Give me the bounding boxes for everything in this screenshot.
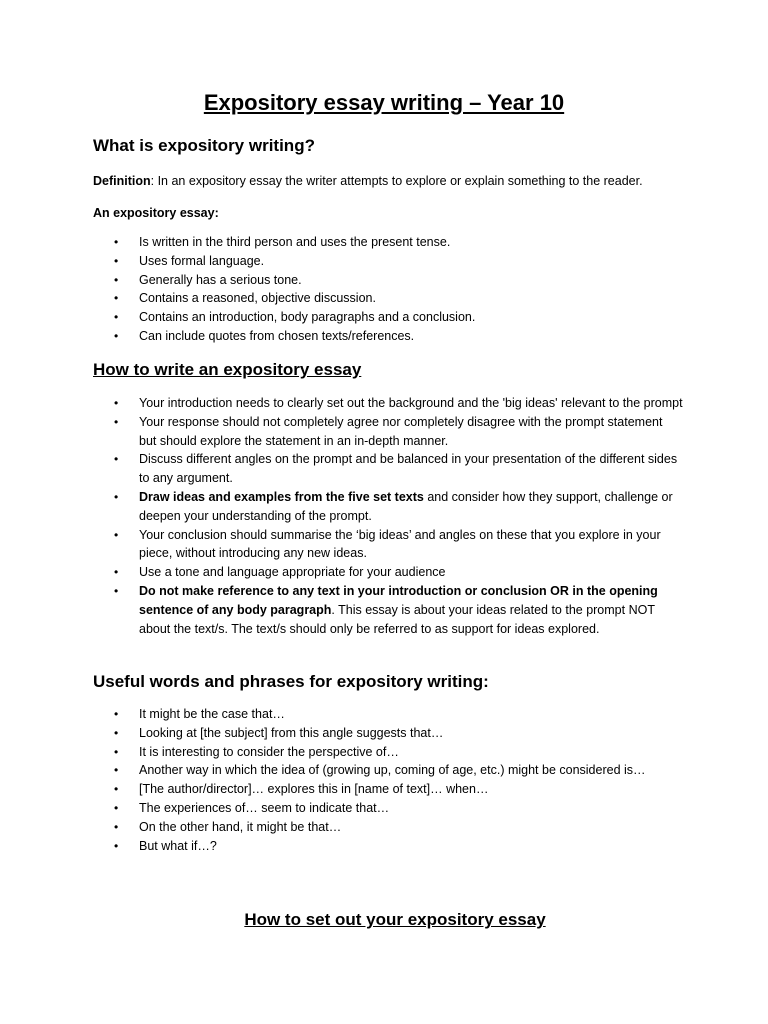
list-item-text: Generally has a serious tone. <box>139 272 302 287</box>
section-heading-what-is: What is expository writing? <box>93 136 315 155</box>
list-item <box>93 394 683 413</box>
list-item <box>93 761 683 780</box>
list-item <box>93 724 683 743</box>
list-item-text: The experiences of… seem to indicate that… <box>139 800 390 815</box>
bullet-icon: • <box>114 235 119 249</box>
list-item-text: Looking at [the subject] from this angle suggests that… <box>139 725 444 740</box>
bullet-icon: • <box>114 583 119 598</box>
bullet-icon: • <box>114 272 119 287</box>
list-item-text: Uses formal language. <box>139 253 265 268</box>
list-item-text: [The author/director]… explores this in [name of text]… when… <box>139 782 489 797</box>
bullet-icon: • <box>114 452 119 467</box>
definition-paragraph <box>93 172 683 190</box>
list-item-text: It might be the case that… <box>139 707 285 721</box>
bullet-icon: • <box>114 744 119 759</box>
list-item-text: On the other hand, it might be that… <box>139 819 342 834</box>
bullet-icon: • <box>114 707 119 721</box>
list-item-text: But what if…? <box>139 838 217 853</box>
list-item <box>93 488 683 526</box>
bullet-icon: • <box>114 725 119 740</box>
list-item <box>93 526 683 564</box>
list-item-emphasis: Draw ideas and examples from the five set texts <box>139 489 424 504</box>
list-item <box>93 252 683 271</box>
list-item-text: . This essay is about your ideas related to the prompt NOT about the text/s. The text/s should only be referred to as support for ideas explored. <box>139 602 655 636</box>
features-list <box>93 233 683 346</box>
bullet-icon: • <box>114 782 119 797</box>
list-item <box>93 450 683 488</box>
list-item-text: Contains a reasoned, objective discussion. <box>139 291 376 306</box>
bullet-icon: • <box>114 489 119 504</box>
list-item <box>93 818 683 837</box>
list-item-text: Use a tone and language appropriate for your audience <box>139 565 446 580</box>
list-item <box>93 743 683 762</box>
section-heading-how-to-write: How to write an expository essay <box>93 360 362 379</box>
list-item-text: Contains an introduction, body paragraphs and a conclusion. <box>139 310 476 325</box>
list-item-text: Your response should not completely agree nor completely disagree with the prompt statement but should explore the statement in an in-depth manner. <box>139 414 663 448</box>
list-item <box>93 233 683 252</box>
bullet-icon: • <box>114 763 119 778</box>
bullet-icon: • <box>114 253 119 268</box>
list-item <box>93 780 683 799</box>
list-item-text: Another way in which the idea of (growing up, coming of age, etc.) might be considered is… <box>139 763 646 778</box>
bullet-icon: • <box>114 819 119 834</box>
list-item <box>93 289 683 308</box>
bullet-icon: • <box>114 565 119 580</box>
useful-phrases-list <box>93 705 683 855</box>
list-item <box>93 837 683 856</box>
bullet-icon: • <box>114 527 119 542</box>
list-item-text: Can include quotes from chosen texts/references. <box>139 328 415 343</box>
bullet-icon: • <box>114 800 119 815</box>
definition-label: Definition <box>93 174 151 188</box>
list-item-text: Is written in the third person and uses the present tense. <box>139 235 451 249</box>
document-title: Expository essay writing – Year 10 <box>203 90 565 115</box>
bullet-icon: • <box>114 310 119 325</box>
list-item <box>93 799 683 818</box>
list-item-emphasis: Do not make reference to any text in your introduction or conclusion OR in the opening sentence of any body paragraph <box>139 583 658 617</box>
section-heading-how-to-set-out: How to set out your expository essay <box>244 910 546 929</box>
subheading-an-expository-essay: An expository essay: <box>93 206 219 220</box>
section-heading-useful-words: Useful words and phrases for expository writing: <box>93 672 489 691</box>
list-item <box>93 582 683 638</box>
list-item <box>93 413 683 451</box>
list-item-text: Your conclusion should summarise the ‘big ideas’ and angles on these that you explore in your piece, without introducing any new ideas. <box>139 527 661 561</box>
definition-text: : In an expository essay the writer attempts to explore or explain something to the reader. <box>150 174 643 188</box>
list-item <box>93 271 683 290</box>
bullet-icon: • <box>114 838 119 853</box>
bullet-icon: • <box>114 414 119 429</box>
list-item <box>93 705 683 724</box>
bullet-icon: • <box>114 328 119 343</box>
list-item-text: It is interesting to consider the perspective of… <box>139 744 399 759</box>
list-item <box>93 327 683 346</box>
list-item-text: Discuss different angles on the prompt and be balanced in your presentation of the different sides to any argument. <box>139 452 678 486</box>
list-item-text: and consider how they support, challenge or deepen your understanding of the prompt. <box>139 489 673 523</box>
bullet-icon: • <box>114 291 119 306</box>
list-item-text: Your introduction needs to clearly set out the background and the 'big ideas' relevant to the prompt <box>139 396 683 410</box>
bullet-icon: • <box>114 396 119 410</box>
how-to-write-list <box>93 394 683 638</box>
list-item <box>93 563 683 582</box>
list-item <box>93 308 683 327</box>
